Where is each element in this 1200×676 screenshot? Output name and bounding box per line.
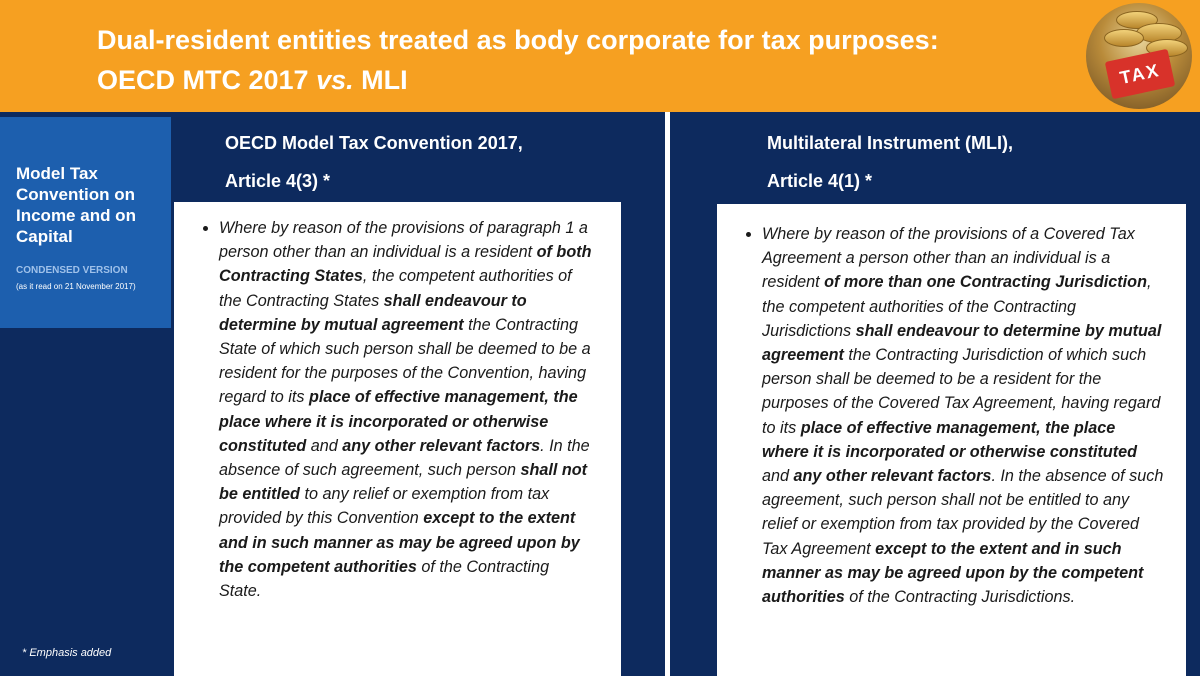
right-text-card [717, 204, 1186, 676]
publication-cover [0, 117, 171, 328]
column-divider [665, 112, 670, 676]
slide-title-line2 [97, 60, 1057, 100]
left-heading [225, 124, 523, 200]
title-part-c: MLI [353, 65, 408, 95]
left-article-text: • Where by reason of the provisions of paragraph 1 a person other than an individual is a resident of both Contracting States, the competent authorities of the Contracting States shall endeavour to determine by mutual agreement the Contracting State of which such person shall be deemed to be a resident for the purposes of the Convention, having regard to its place of effective management, the place where it is incorporated or otherwise constituted and any other relevant factors. In the absence of such agreement, such person shall not be entitled to any relief or exemption from tax provided by this Convention except to the extent and in such manner as may be agreed upon by the competent authorities of the Contracting State. [219, 216, 595, 603]
left-heading-line1: OECD Model Tax Convention 2017, [225, 133, 523, 153]
tax-coins-image [1086, 3, 1192, 109]
title-banner [0, 0, 1200, 112]
cover-title: Model Tax Convention on Income and on Capital [16, 164, 136, 246]
right-article-text: • Where by reason of the provisions of a Covered Tax Agreement a person other than an individual is a resident of more than one Contracting Jurisdiction, the competent authorities of the Contracting Jurisdictions shall endeavour to determine by mutual agreement the Contracting Jurisdiction of which such person shall be deemed to be a resident for the purposes of the Covered Tax Agreement, having regard to its place of effective management, the place where it is incorporated or otherwise constituted and any other relevant factors. In the absence of such agreement, such person shall not be entitled to any relief or exemption from tax provided by the Covered Tax Agreement except to the extent and in such manner as may be agreed upon by the competent authorities of the Contracting Jurisdictions. [762, 222, 1164, 609]
right-heading-line2: Article 4(1) * [767, 171, 873, 191]
left-text-card [174, 202, 621, 676]
cover-date: (as it read on 21 November 2017) [16, 282, 136, 291]
right-heading [767, 124, 1013, 200]
right-heading-line1: Multilateral Instrument (MLI), [767, 133, 1014, 153]
title-part-a: OECD MTC 2017 [97, 65, 317, 95]
left-heading-line2: Article 4(3) * [225, 171, 331, 191]
title-part-vs: vs. [316, 65, 354, 95]
slide-title-line1: Dual-resident entities treated as body corporate for tax purposes: [97, 25, 939, 55]
slide-title [97, 20, 1057, 100]
tax-block-label: TAX [1105, 49, 1176, 99]
emphasis-footnote: * Emphasis added [22, 647, 112, 659]
cover-subtitle: CONDENSED VERSION [16, 265, 128, 276]
